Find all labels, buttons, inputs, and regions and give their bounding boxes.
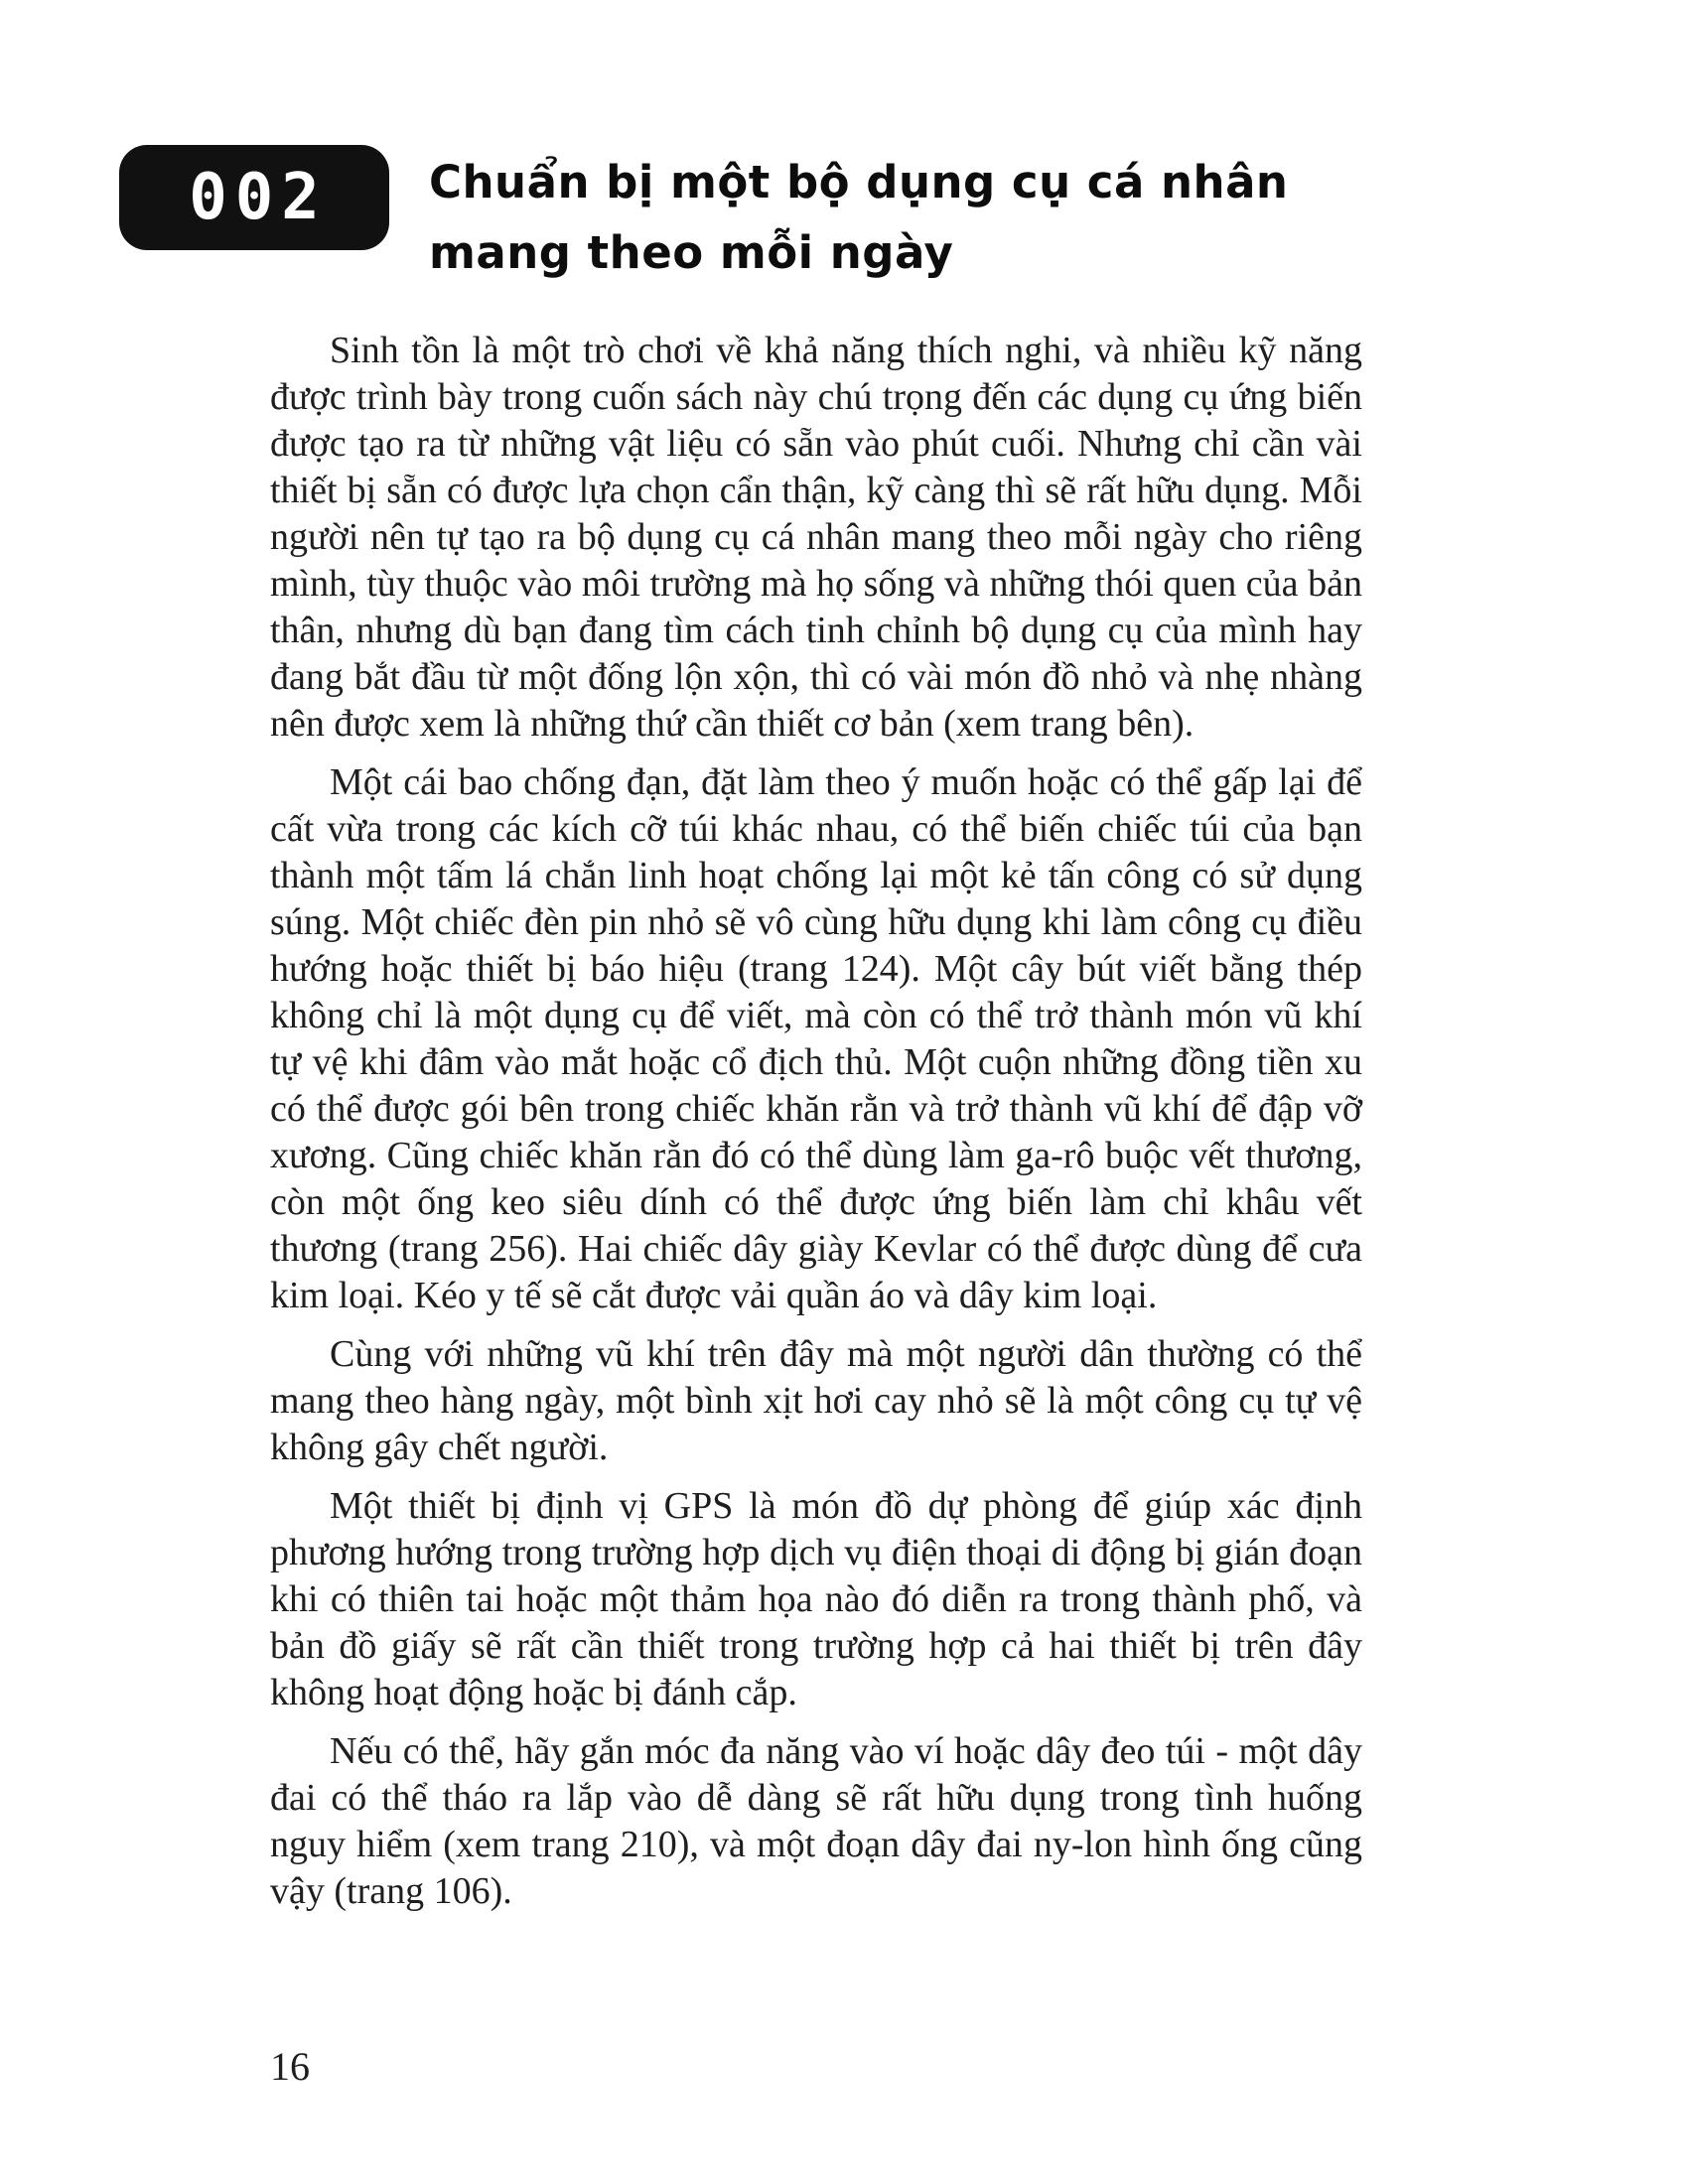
- body-text: [270, 328, 1362, 1927]
- paragraph: Sinh tồn là một trò chơi về khả năng thích nghi, và nhiều kỹ năng được trình bày trong cuốn sách này chú trọng đến các dụng cụ ứng biến được tạo ra từ những vật liệu có sẵn vào phút cuối. Nhưng chỉ cần vài thiết bị sẵn có được lựa chọn cẩn thận, kỹ càng thì sẽ rất hữu dụng. Mỗi người nên tự tạo ra bộ dụng cụ cá nhân mang theo mỗi ngày cho riêng mình, tùy thuộc vào môi trường mà họ sống và những thói quen của bản thân, nhưng dù bạn đang tìm cách tinh chỉnh bộ dụng cụ của mình hay đang bắt đầu từ một đống lộn xộn, thì có vài món đồ nhỏ và nhẹ nhàng nên được xem là những thứ cần thiết cơ bản (xem trang bên).: [270, 330, 1362, 745]
- section-number-badge: [119, 145, 389, 250]
- paragraph: Nếu có thể, hãy gắn móc đa năng vào ví hoặc dây đeo túi - một dây đai có thể tháo ra lắp vào dễ dàng sẽ rất hữu dụng trong tình huống nguy hiểm (xem trang 210), và một đoạn dây đai ny-lon hình ống cũng vậy (trang 106).: [270, 1730, 1362, 1912]
- paragraph: Một thiết bị định vị GPS là món đồ dự phòng để giúp xác định phương hướng trong trường hợp dịch vụ điện thoại di động bị gián đoạn khi có thiên tai hoặc một thảm họa nào đó diễn ra trong thành phố, và bản đồ giấy sẽ rất cần thiết trong trường hợp cả hai thiết bị trên đây không hoạt động hoặc bị đánh cắp.: [270, 1485, 1362, 1713]
- chapter-title: Chuẩn bị một bộ dụng cụ cá nhân mang theo mỗi ngày: [429, 156, 1289, 279]
- section-number: 002: [189, 161, 328, 234]
- paragraph: Một cái bao chống đạn, đặt làm theo ý muốn hoặc có thể gấp lại để cất vừa trong các kích cỡ túi khác nhau, có thể biến chiếc túi của bạn thành một tấm lá chắn linh hoạt chống lại một kẻ tấn công có sử dụng súng. Một chiếc đèn pin nhỏ sẽ vô cùng hữu dụng khi làm công cụ điều hướng hoặc thiết bị báo hiệu (trang 124). Một cây bút viết bằng thép không chỉ là một dụng cụ để viết, mà còn có thể trở thành món vũ khí tự vệ khi đâm vào mắt hoặc cổ địch thủ. Một cuộn những đồng tiền xu có thể được gói bên trong chiếc khăn rằn và trở thành vũ khí để đập vỡ xương. Cũng chiếc khăn rằn đó có thể dùng làm ga-rô buộc vết thương, còn một ống keo siêu dính có thể được ứng biến làm chỉ khâu vết thương (trang 256). Hai chiếc dây giày Kevlar có thể được dùng để cưa kim loại. Kéo y tế sẽ cắt được vải quần áo và dây kim loại.: [270, 761, 1362, 1316]
- page-number: 16: [270, 2044, 310, 2089]
- chapter-header: [119, 145, 1387, 288]
- paragraph: Cùng với những vũ khí trên đây mà một người dân thường có thể mang theo hàng ngày, một bình xịt hơi cay nhỏ sẽ là một công cụ tự vệ không gây chết người.: [270, 1333, 1362, 1468]
